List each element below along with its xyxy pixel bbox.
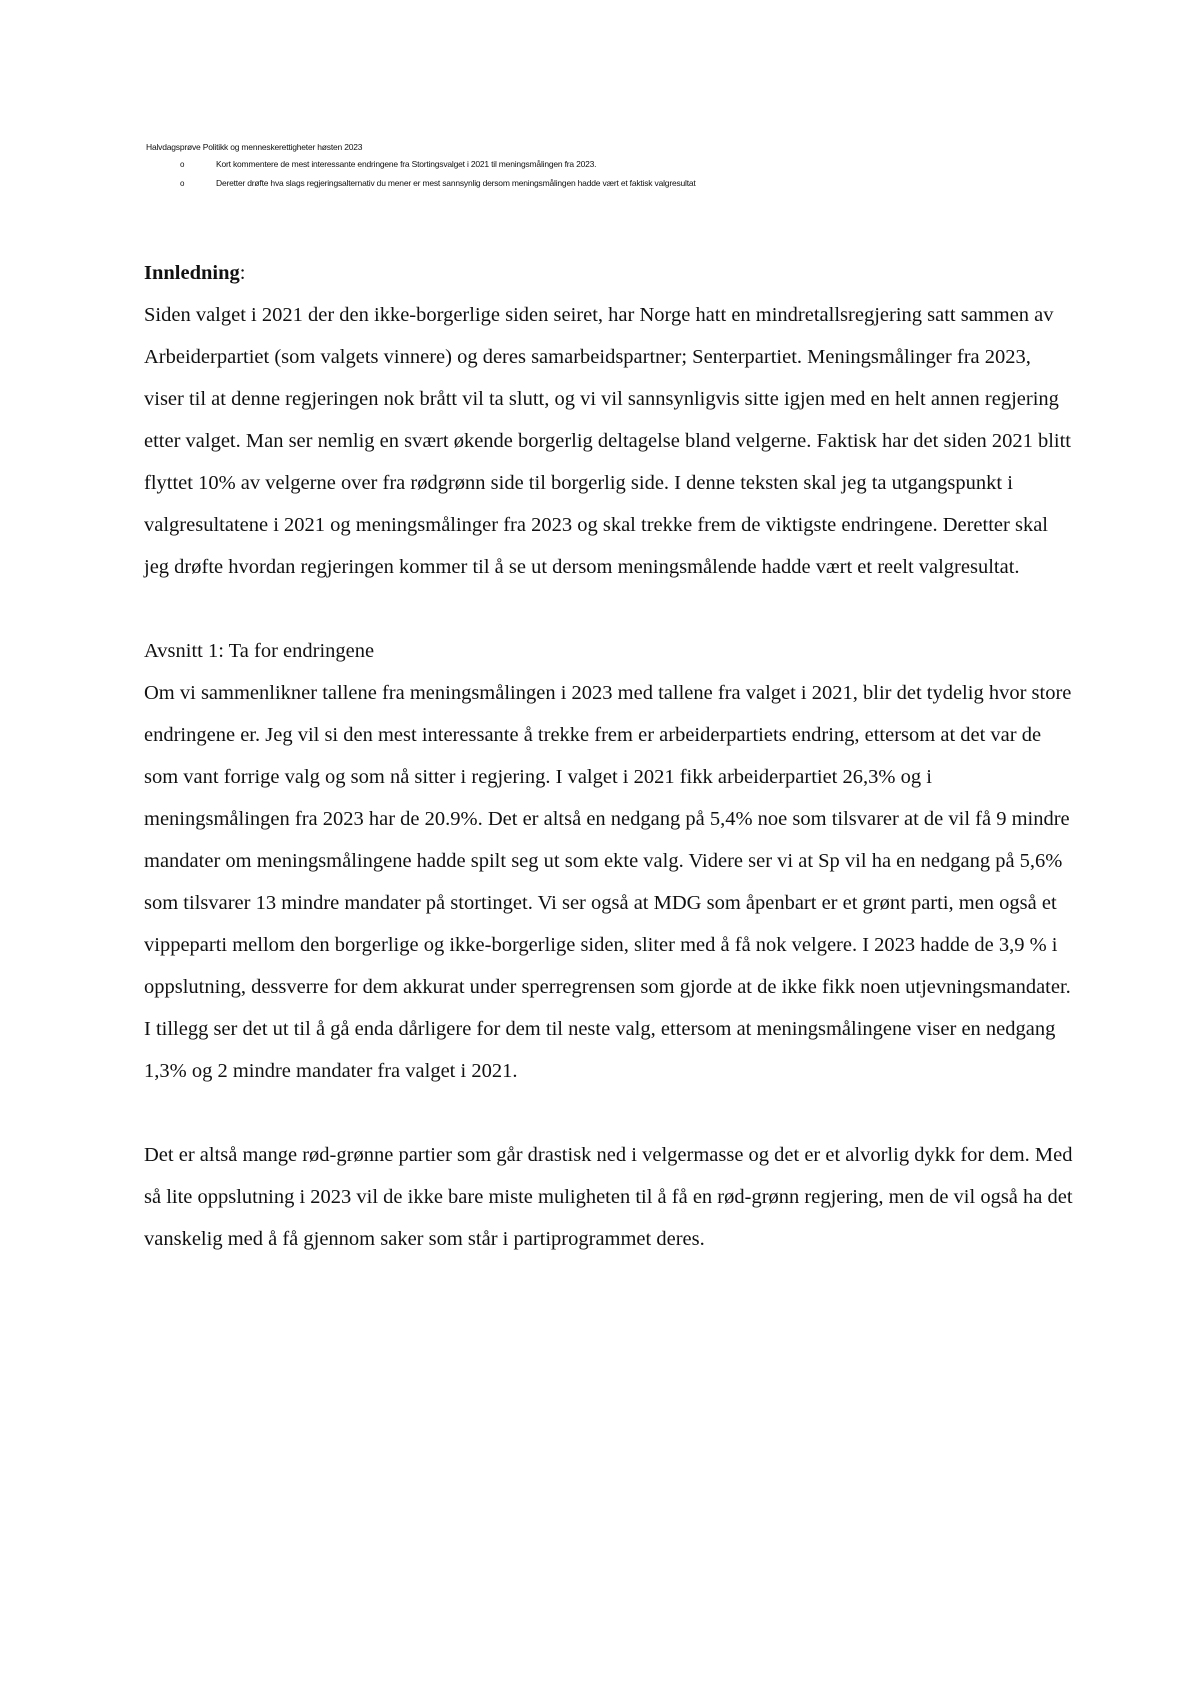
paragraph-spacer [144, 1092, 1074, 1134]
assignment-header [146, 140, 1086, 195]
intro-heading-text: Innledning [144, 262, 240, 284]
section1-heading: Avsnitt 1: Ta for endringene [144, 640, 375, 662]
task-item-1 [146, 157, 1086, 172]
section1-paragraph-2: Det er altså mange rød-grønne partier som går drastisk ned i velgermasse og det er et alvorlig dykk for dem. Med så lite oppslutning i 2023 vil de ikke bare miste muligheten til å få en rød-grønn regjering, men de vil også ha det vanskelig med å få gjennom saker som står i partiprogrammet deres. [144, 1144, 1073, 1250]
task-text-2: Deretter drøfte hva slags regjeringsalternativ du mener er mest sannsynlig dersom meningsmålingen hadde vært et faktisk valgresultat [216, 178, 696, 188]
task-text-1: Kort kommentere de mest interessante endringene fra Stortingsvalget i 2021 til meningsmålingen fra 2023. [216, 159, 597, 169]
task-list [146, 157, 1086, 191]
bullet-icon: o [180, 179, 185, 188]
paragraph-spacer [144, 588, 1074, 630]
bullet-icon: o [180, 160, 185, 169]
section1-paragraph-1: Om vi sammenlikner tallene fra meningsmålingen i 2023 med tallene fra valget i 2021, blir det tydelig hvor store endringene er. Jeg vil si den mest interessante å trekke frem er arbeiderpartiets endring, ettersom at det var de som vant forrige valg og som nå sitter i regjering. I valget i 2021 fikk arbeiderpartiet 26,3% og i meningsmålingen fra 2023 har de 20.9%. Det er altså en nedgang på 5,4% noe som tilsvarer at de vil få 9 mindre mandater om meningsmålingene hadde spilt seg ut som ekte valg. Videre ser vi at Sp vil ha en nedgang på 5,6% som tilsvarer 13 mindre mandater på stortinget. Vi ser også at MDG som åpenbart er et grønt parti, men også et vippeparti mellom den borgerlige og ikke-borgerlige siden, sliter med å få nok velgere. I 2023 hadde de 3,9 % i oppslutning, dessverre for dem akkurat under sperregrensen som gjorde at de ikke fikk noen utjevningsmandater. I tillegg ser det ut til å gå enda dårligere for dem til neste valg, ettersom at meningsmålingene viser en nedgang 1,3% og 2 mindre mandater fra valget i 2021. [144, 682, 1072, 1082]
intro-heading-colon: : [239, 262, 246, 284]
intro-paragraph: Siden valget i 2021 der den ikke-borgerlige siden seiret, har Norge hatt en mindretallsregjering satt sammen av Arbeiderpartiet (som valgets vinnere) og deres samarbeidspartner; Senterpartiet. Meningsmålinger fra 2023, viser til at denne regjeringen nok brått vil ta slutt, og vi vil sannsynligvis sitte igjen med en helt annen regjering etter valget. Man ser nemlig en svært økende borgerlig deltagelse bland velgerne. Faktisk har det siden 2021 blitt flyttet 10% av velgerne over fra rødgrønn side til borgerlig side. I denne teksten skal jeg ta utgangspunkt i valgresultatene i 2021 og meningsmålinger fra 2023 og skal trekke frem de viktigste endringene. Deretter skal jeg drøfte hvordan regjeringen kommer til å se ut dersom meningsmålende hadde vært et reelt valgresultat. [144, 304, 1072, 578]
intro-heading [144, 252, 1074, 294]
assignment-title: Halvdagsprøve Politikk og menneskerettigheter høsten 2023 [146, 142, 363, 152]
task-item-2 [146, 176, 1086, 191]
essay-body [144, 252, 1074, 1260]
